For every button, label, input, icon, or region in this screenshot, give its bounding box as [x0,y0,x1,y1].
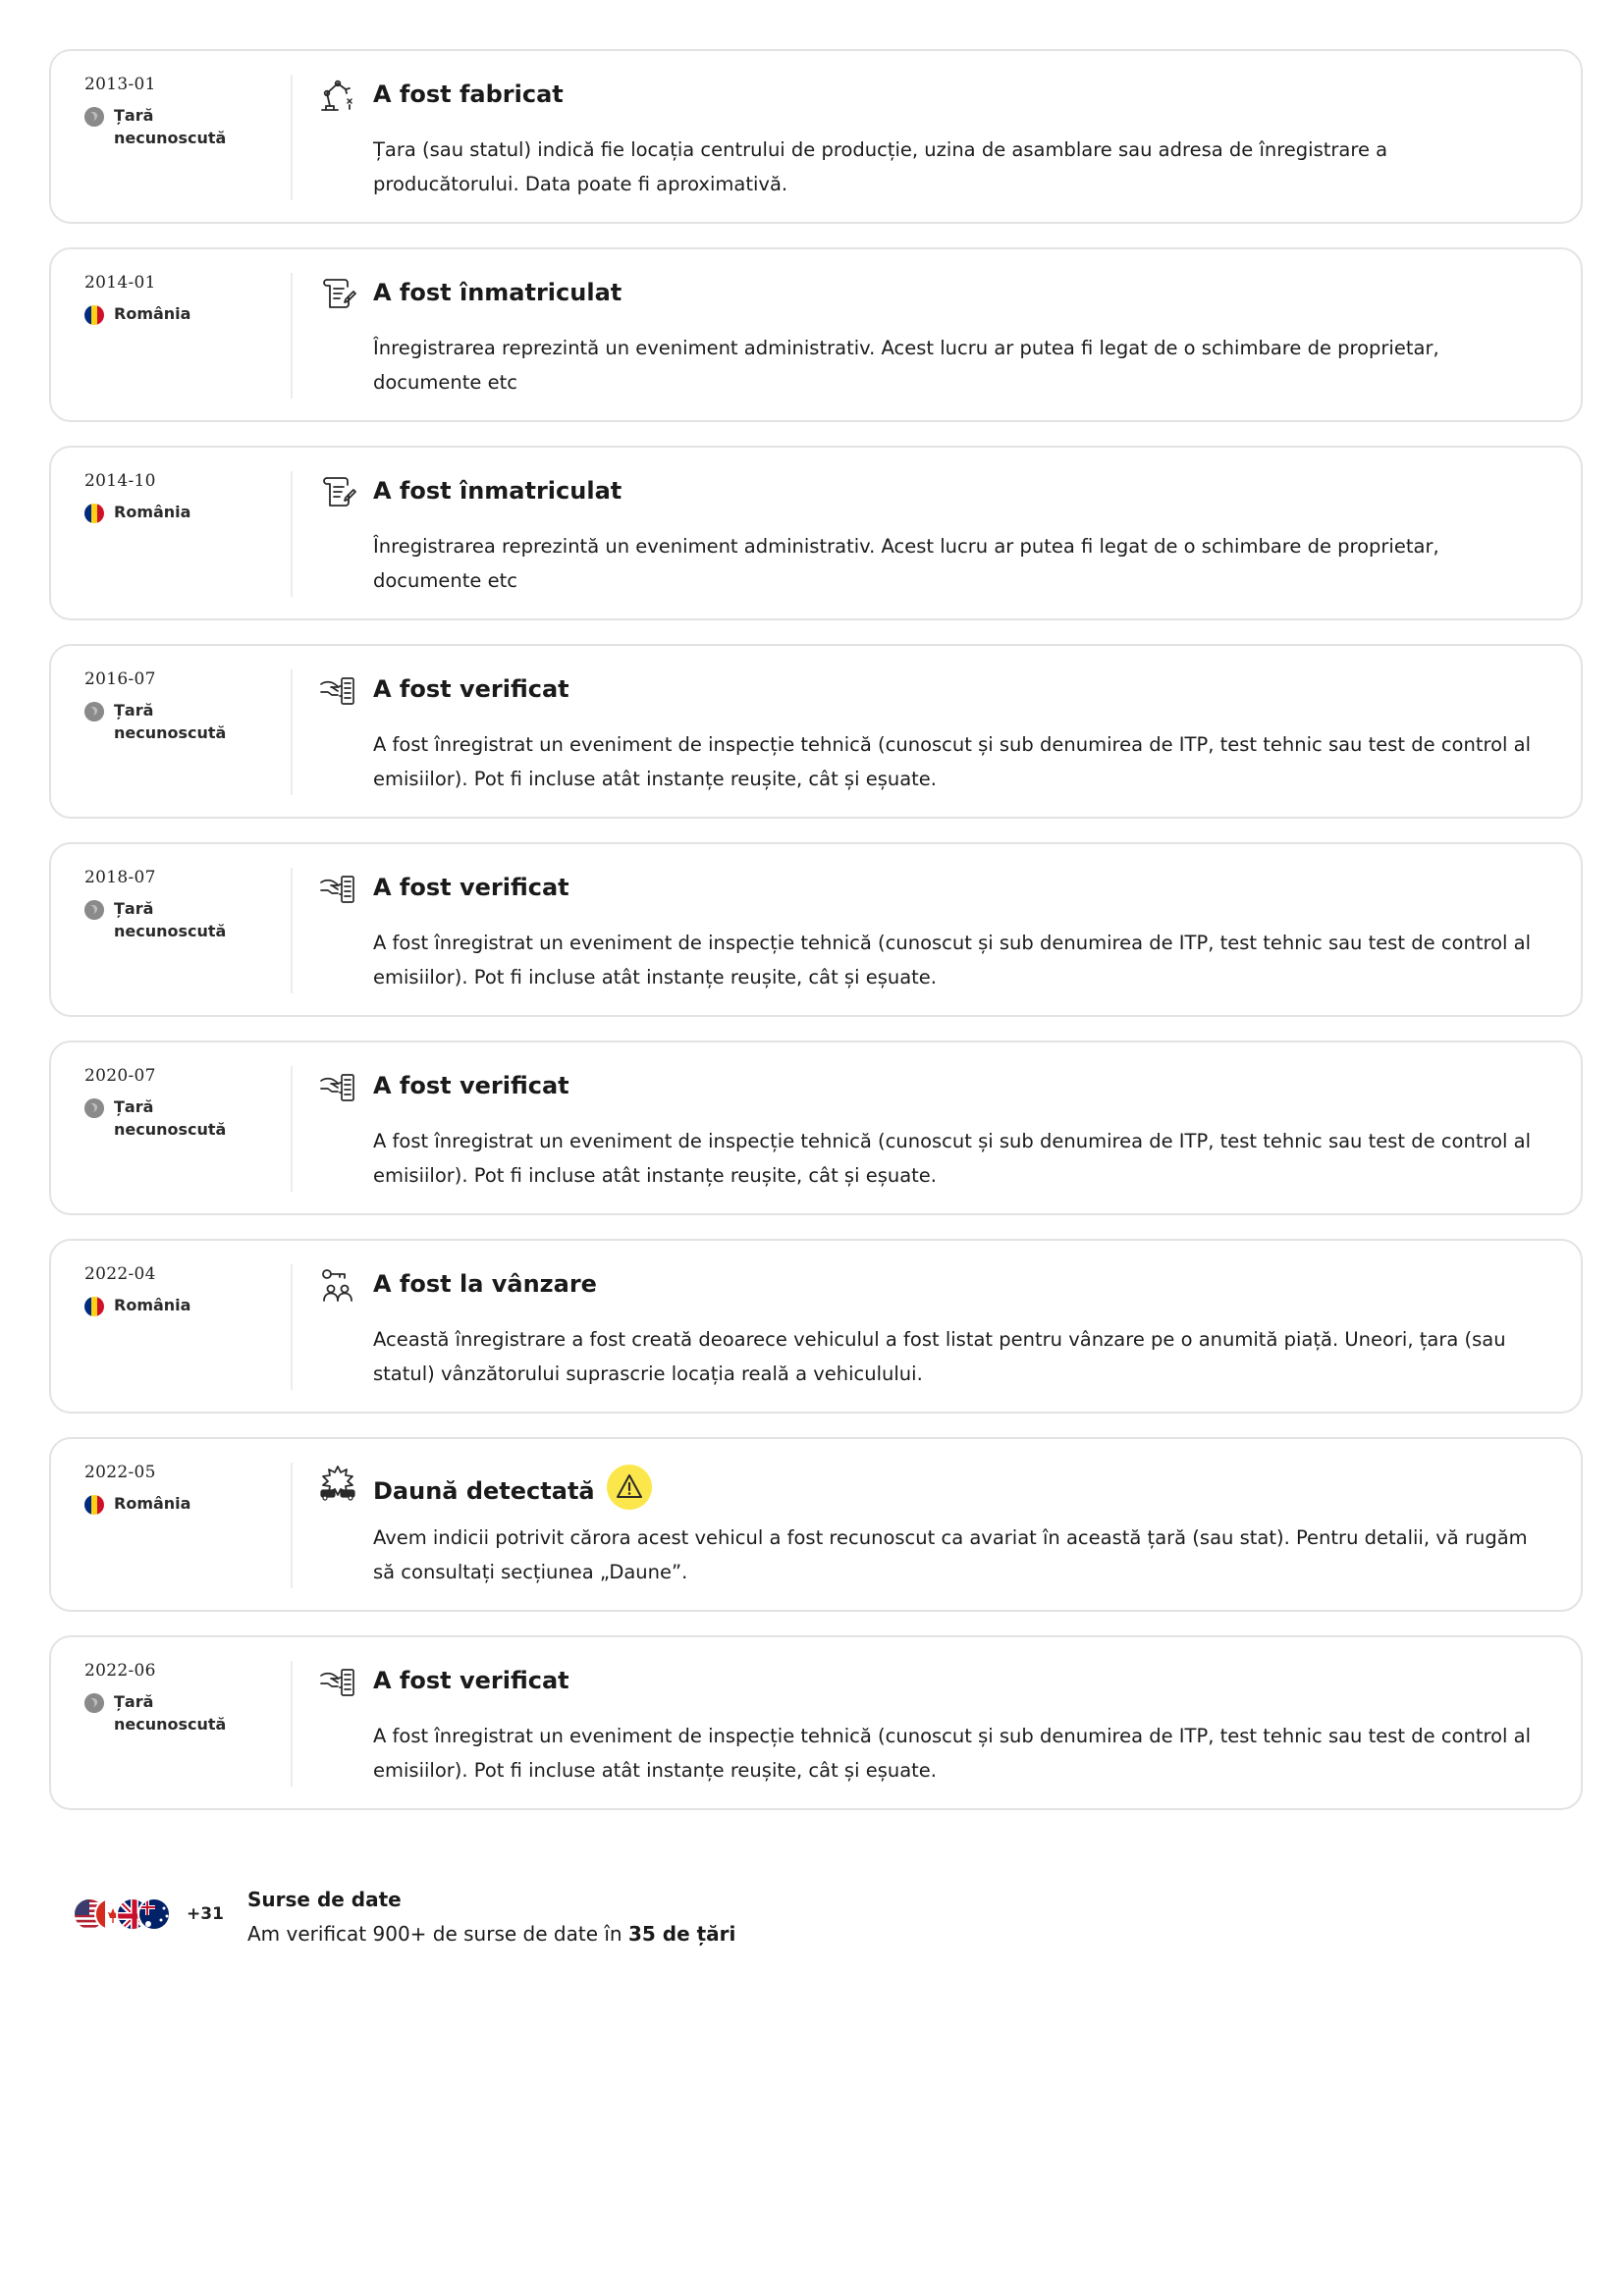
timeline-event-card [49,1437,1583,1612]
event-date: 2018-07 [84,868,156,887]
event-country [84,1690,291,1735]
event-title [373,1072,569,1099]
event-description: Țara (sau statul) indică fie locația centrului de producție, uzina de asamblare sau adresa de înregistrare a producătorului. Data poate fi aproximativă. [373,138,1388,195]
event-date: 2014-10 [84,471,156,491]
event-description: Înregistrarea reprezintă un eveniment administrativ. Acest lucru ar putea fi legat de o schimbare de proprietar, documente etc [373,337,1439,394]
event-meta [84,273,291,325]
unknown-country-icon [84,107,104,127]
event-country [84,897,291,942]
timeline-event-card [49,247,1583,422]
inspection-checklist-icon [318,670,357,710]
event-meta [84,868,291,942]
event-meta [84,75,291,149]
unknown-country-icon [84,1693,104,1713]
event-description: A fost înregistrat un eveniment de inspecție tehnică (cunoscut și sub denumirea de ITP, test tehnic sau test de control al emisiilor). Pot fi incluse atât instanțe reușite, cât și eșuate. [373,932,1531,988]
event-country-name: România [114,1494,191,1513]
event-date: 2014-01 [84,273,156,293]
event-date: 2022-05 [84,1463,156,1482]
event-country [84,104,291,149]
card-divider [291,75,293,200]
sources-text [247,1922,735,1946]
more-sources-count: +31 [187,1904,224,1924]
event-date: 2020-07 [84,1066,156,1086]
event-meta [84,471,291,523]
registration-document-icon [318,472,357,511]
event-title-text: A fost verificat [373,675,569,703]
vehicle-history-timeline [49,49,1583,1834]
inspection-checklist-icon [318,869,357,908]
romania-flag-icon [84,504,104,523]
card-divider [291,868,293,993]
event-date: 2013-01 [84,75,156,94]
event-title [373,279,622,306]
event-title-text: A fost verificat [373,1072,569,1099]
event-title [373,675,569,703]
car-crash-damage-icon [318,1464,357,1503]
event-description: Avem indicii potrivit cărora acest vehicul a fost recunoscut ca avariat în această țară (sau stat). Pentru detalii, vă rugăm să consultați secțiunea „Daune”. [373,1526,1528,1583]
event-meta [84,669,291,744]
event-country-name: România [114,503,191,521]
sources-text-prefix: Am verificat 900+ de surse de date în [247,1922,628,1946]
data-sources [73,1886,956,1954]
event-meta [84,1463,291,1515]
key-people-sale-icon [318,1265,357,1305]
australia-flag-icon [137,1897,171,1931]
event-title-text: A fost verificat [373,874,569,901]
unknown-country-icon [84,900,104,920]
event-meta [84,1264,291,1316]
event-country [84,501,291,523]
event-title [373,1468,652,1514]
event-meta [84,1661,291,1735]
timeline-event-card [49,49,1583,224]
card-divider [291,1463,293,1588]
event-date: 2022-06 [84,1661,156,1681]
event-description: Înregistrarea reprezintă un eveniment administrativ. Acest lucru ar putea fi legat de o schimbare de proprietar, documente etc [373,535,1439,592]
card-divider [291,273,293,399]
event-description: A fost înregistrat un eveniment de inspecție tehnică (cunoscut și sub denumirea de ITP, test tehnic sau test de control al emisiilor). Pot fi incluse atât instanțe reușite, cât și eșuate. [373,733,1531,790]
event-title [373,80,564,108]
event-country-name: Țară necunoscută [114,1692,227,1734]
inspection-checklist-icon [318,1067,357,1106]
event-country-name: Țară necunoscută [114,899,227,940]
romania-flag-icon [84,1297,104,1316]
unknown-country-icon [84,1098,104,1118]
registration-document-icon [318,274,357,313]
event-title [373,874,569,901]
source-flags [73,1897,181,1933]
event-country-name: România [114,304,191,323]
event-country-name: Țară necunoscută [114,701,227,742]
event-country [84,1294,291,1316]
event-meta [84,1066,291,1141]
unknown-country-icon [84,702,104,721]
event-title-text: A fost fabricat [373,80,564,108]
sources-title: Surse de date [247,1888,402,1911]
event-title-text: A fost înmatriculat [373,477,622,505]
timeline-event-card [49,644,1583,819]
event-title [373,1667,569,1694]
event-date: 2016-07 [84,669,156,689]
event-title [373,1270,597,1298]
event-country-name: Țară necunoscută [114,106,227,147]
card-divider [291,669,293,795]
card-divider [291,471,293,597]
event-title-text: A fost înmatriculat [373,279,622,306]
event-country-name: Țară necunoscută [114,1097,227,1139]
factory-robot-arm-icon [318,76,357,115]
event-country [84,302,291,325]
timeline-event-card [49,446,1583,620]
timeline-event-card [49,1041,1583,1215]
event-date: 2022-04 [84,1264,156,1284]
event-description: A fost înregistrat un eveniment de inspecție tehnică (cunoscut și sub denumirea de ITP, test tehnic sau test de control al emisiilor). Pot fi incluse atât instanțe reușite, cât și eșuate. [373,1130,1531,1187]
card-divider [291,1264,293,1390]
romania-flag-icon [84,305,104,325]
event-title-text: A fost verificat [373,1667,569,1694]
event-title-text: A fost la vânzare [373,1270,597,1298]
event-title [373,477,622,505]
event-title-text: Daună detectată [373,1477,595,1505]
timeline-event-card [49,842,1583,1017]
sources-countries-count: 35 de țări [627,1922,736,1946]
timeline-event-card [49,1635,1583,1810]
card-divider [291,1066,293,1192]
event-country [84,699,291,744]
warning-icon [607,1465,652,1510]
event-description: Această înregistrare a fost creată deoarece vehiculul a fost listat pentru vânzare pe o anumită piață. Uneori, țara (sau statul) vânzătorului suprascrie locația reală a vehiculului. [373,1328,1506,1385]
inspection-checklist-icon [318,1662,357,1701]
event-description: A fost înregistrat un eveniment de inspecție tehnică (cunoscut și sub denumirea de ITP, test tehnic sau test de control al emisiilor). Pot fi incluse atât instanțe reușite, cât și eșuate. [373,1725,1531,1782]
event-country [84,1095,291,1141]
romania-flag-icon [84,1495,104,1515]
card-divider [291,1661,293,1787]
event-country [84,1492,291,1515]
event-country-name: România [114,1296,191,1314]
timeline-event-card [49,1239,1583,1414]
